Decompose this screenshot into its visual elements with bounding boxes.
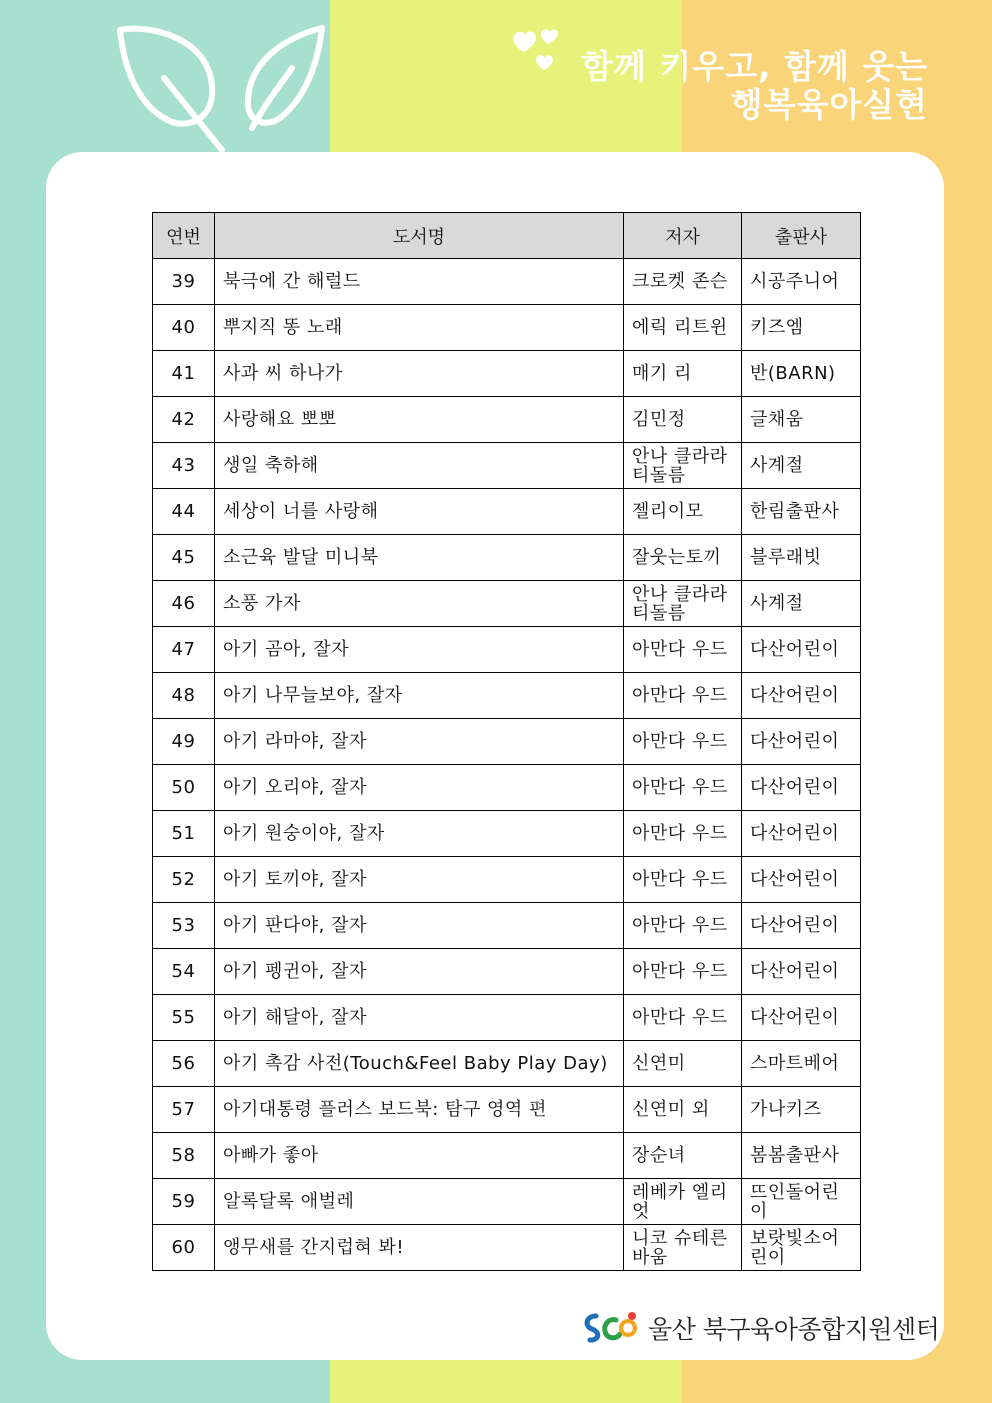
table-row xyxy=(153,259,861,305)
author-cell: 아만다 우드 xyxy=(624,903,742,949)
publisher-cell: 다산어린이 xyxy=(742,995,861,1041)
number-cell: 39 xyxy=(153,259,215,305)
table-row xyxy=(153,397,861,443)
title-cell: 사과 씨 하나가 xyxy=(215,351,624,397)
logo-mark-icon xyxy=(582,1308,642,1348)
publisher-cell: 보랏빛소어린이 xyxy=(742,1225,861,1271)
column-header-author: 저자 xyxy=(624,213,742,259)
number-cell: 48 xyxy=(153,673,215,719)
table-row xyxy=(153,1179,861,1225)
author-cell: 레베카 엘리엇 xyxy=(624,1179,742,1225)
publisher-cell: 다산어린이 xyxy=(742,811,861,857)
author-cell: 신연미 외 xyxy=(624,1087,742,1133)
title-cell: 아기 곰아, 잘자 xyxy=(215,627,624,673)
table-row xyxy=(153,627,861,673)
number-cell: 51 xyxy=(153,811,215,857)
author-cell: 신연미 xyxy=(624,1041,742,1087)
title-cell: 생일 축하해 xyxy=(215,443,624,489)
number-cell: 47 xyxy=(153,627,215,673)
organization-logo xyxy=(582,1305,939,1351)
title-cell: 아기 오리야, 잘자 xyxy=(215,765,624,811)
title-cell: 북극에 간 해럴드 xyxy=(215,259,624,305)
hearts-icon xyxy=(508,22,568,74)
number-cell: 55 xyxy=(153,995,215,1041)
title-cell: 소풍 가자 xyxy=(215,581,624,627)
publisher-cell: 다산어린이 xyxy=(742,857,861,903)
author-cell: 아만다 우드 xyxy=(624,627,742,673)
title-cell: 소근육 발달 미니북 xyxy=(215,535,624,581)
column-header-title: 도서명 xyxy=(215,213,624,259)
publisher-cell: 블루래빗 xyxy=(742,535,861,581)
publisher-cell: 한림출판사 xyxy=(742,489,861,535)
table-row xyxy=(153,1225,861,1271)
author-cell: 아만다 우드 xyxy=(624,995,742,1041)
publisher-cell: 반(BARN) xyxy=(742,351,861,397)
publisher-cell: 사계절 xyxy=(742,443,861,489)
table-row xyxy=(153,351,861,397)
number-cell: 58 xyxy=(153,1133,215,1179)
publisher-cell: 시공주니어 xyxy=(742,259,861,305)
table-row xyxy=(153,857,861,903)
number-cell: 53 xyxy=(153,903,215,949)
author-cell: 아만다 우드 xyxy=(624,857,742,903)
publisher-cell: 뜨인돌어린이 xyxy=(742,1179,861,1225)
table-row xyxy=(153,1133,861,1179)
table-row xyxy=(153,719,861,765)
title-cell: 아기 원숭이야, 잘자 xyxy=(215,811,624,857)
author-cell: 젤리이모 xyxy=(624,489,742,535)
table-row xyxy=(153,995,861,1041)
table-row xyxy=(153,1087,861,1133)
publisher-cell: 스마트베어 xyxy=(742,1041,861,1087)
title-cell: 세상이 너를 사랑해 xyxy=(215,489,624,535)
title-cell: 아기대통령 플러스 보드북: 탐구 영역 편 xyxy=(215,1087,624,1133)
table-row xyxy=(153,489,861,535)
title-cell: 알록달록 애벌레 xyxy=(215,1179,624,1225)
number-cell: 45 xyxy=(153,535,215,581)
number-cell: 60 xyxy=(153,1225,215,1271)
author-cell: 매기 리 xyxy=(624,351,742,397)
publisher-cell: 글채움 xyxy=(742,397,861,443)
header-slogan xyxy=(581,48,928,124)
publisher-cell: 사계절 xyxy=(742,581,861,627)
publisher-cell: 다산어린이 xyxy=(742,673,861,719)
publisher-cell: 봄봄출판사 xyxy=(742,1133,861,1179)
slogan-line-1: 함께 키우고, 함께 웃는 xyxy=(581,47,928,86)
author-cell: 안나 클라라 티돌름 xyxy=(624,443,742,489)
title-cell: 아기 해달아, 잘자 xyxy=(215,995,624,1041)
number-cell: 40 xyxy=(153,305,215,351)
publisher-cell: 다산어린이 xyxy=(742,949,861,995)
author-cell: 아만다 우드 xyxy=(624,673,742,719)
number-cell: 52 xyxy=(153,857,215,903)
table-row xyxy=(153,443,861,489)
title-cell: 아기 펭귄아, 잘자 xyxy=(215,949,624,995)
column-header-number: 연번 xyxy=(153,213,215,259)
table-row xyxy=(153,811,861,857)
number-cell: 41 xyxy=(153,351,215,397)
number-cell: 57 xyxy=(153,1087,215,1133)
table-row xyxy=(153,1041,861,1087)
number-cell: 59 xyxy=(153,1179,215,1225)
table-row xyxy=(153,305,861,351)
publisher-cell: 키즈엠 xyxy=(742,305,861,351)
number-cell: 54 xyxy=(153,949,215,995)
author-cell: 아만다 우드 xyxy=(624,949,742,995)
author-cell: 에릭 리트윈 xyxy=(624,305,742,351)
slogan-line-2: 행복육아실현 xyxy=(730,85,928,124)
author-cell: 아만다 우드 xyxy=(624,765,742,811)
publisher-cell: 가나키즈 xyxy=(742,1087,861,1133)
author-cell: 니코 슈테른바움 xyxy=(624,1225,742,1271)
title-cell: 아기 라마야, 잘자 xyxy=(215,719,624,765)
table-row xyxy=(153,903,861,949)
publisher-cell: 다산어린이 xyxy=(742,765,861,811)
number-cell: 43 xyxy=(153,443,215,489)
column-header-publisher: 출판사 xyxy=(742,213,861,259)
book-list-table xyxy=(152,212,861,1271)
author-cell: 김민정 xyxy=(624,397,742,443)
number-cell: 42 xyxy=(153,397,215,443)
publisher-cell: 다산어린이 xyxy=(742,903,861,949)
table-row xyxy=(153,673,861,719)
title-cell: 아기 판다야, 잘자 xyxy=(215,903,624,949)
title-cell: 아기 나무늘보야, 잘자 xyxy=(215,673,624,719)
number-cell: 46 xyxy=(153,581,215,627)
author-cell: 장순녀 xyxy=(624,1133,742,1179)
title-cell: 앵무새를 간지럽혀 봐! xyxy=(215,1225,624,1271)
publisher-cell: 다산어린이 xyxy=(742,719,861,765)
title-cell: 뿌지직 똥 노래 xyxy=(215,305,624,351)
author-cell: 안나 클라라 티돌름 xyxy=(624,581,742,627)
table-row xyxy=(153,535,861,581)
author-cell: 잘웃는토끼 xyxy=(624,535,742,581)
table-row xyxy=(153,949,861,995)
author-cell: 아만다 우드 xyxy=(624,811,742,857)
title-cell: 아기 토끼야, 잘자 xyxy=(215,857,624,903)
organization-name: 울산 북구육아종합지원센터 xyxy=(648,1315,940,1344)
title-cell: 아빠가 좋아 xyxy=(215,1133,624,1179)
number-cell: 44 xyxy=(153,489,215,535)
publisher-cell: 다산어린이 xyxy=(742,627,861,673)
table-header-row xyxy=(153,213,861,259)
leaves-icon xyxy=(110,18,340,158)
title-cell: 아기 촉감 사전(Touch&Feel Baby Play Day) xyxy=(215,1041,624,1087)
number-cell: 56 xyxy=(153,1041,215,1087)
author-cell: 아만다 우드 xyxy=(624,719,742,765)
author-cell: 크로켓 존슨 xyxy=(624,259,742,305)
number-cell: 50 xyxy=(153,765,215,811)
table-row xyxy=(153,765,861,811)
number-cell: 49 xyxy=(153,719,215,765)
title-cell: 사랑해요 뽀뽀 xyxy=(215,397,624,443)
table-row xyxy=(153,581,861,627)
